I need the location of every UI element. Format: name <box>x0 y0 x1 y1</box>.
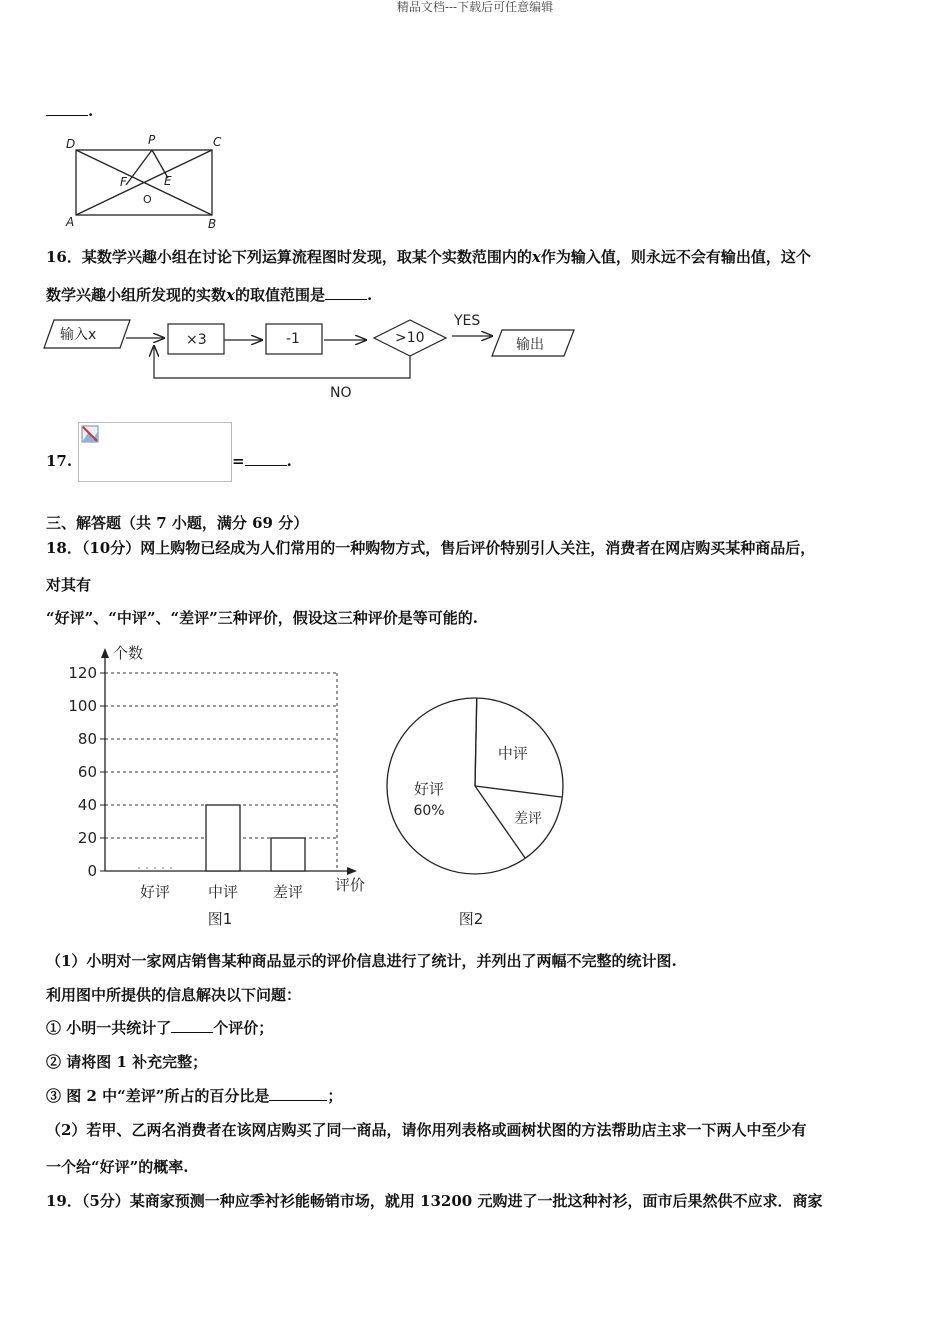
output-label: 输出 <box>516 337 544 353</box>
q18-s2: ② 请将图 1 补充完整； <box>46 1053 208 1071</box>
q18-p3: （2）若甲、乙两名消费者在该网店购买了同一商品，请你用列表格或画树状图的方法帮助店主求一下两人中至少有 <box>46 1121 807 1139</box>
rectangle-figure <box>60 130 235 230</box>
no-loop-arrow <box>154 346 410 378</box>
label-o: O <box>143 193 152 206</box>
bar-chart <box>55 638 375 934</box>
answer-blank <box>46 115 88 116</box>
chart-title: 图1 <box>207 910 233 928</box>
label-a: A <box>66 215 75 229</box>
label-d: D <box>66 137 76 151</box>
bar-3 <box>271 838 305 871</box>
slice-label-haoping: 好评 <box>414 779 445 798</box>
q15-tail: . <box>88 102 94 120</box>
q16-line1: 16．某数学兴趣小组在讨论下列运算流程图时发现，取某个实数范围内的x作为输入值，则永远不会有输出值，这个 <box>46 248 811 266</box>
x-axis-label: 评价 <box>335 876 366 894</box>
flowchart <box>40 306 600 406</box>
slice-label-haoping-pct: 60% <box>413 802 445 819</box>
q15-answer-line <box>46 102 93 120</box>
answer-blank <box>325 299 367 300</box>
q18-line2: 对其有 <box>46 576 92 594</box>
y-tick-label: 120 <box>68 664 97 682</box>
section3-title: 三、解答题（共 7 小题，满分 69 分） <box>46 514 309 532</box>
y-tick-label: 80 <box>77 730 97 748</box>
label-f: F <box>120 175 127 189</box>
y-tick-label: 0 <box>87 862 97 880</box>
x-tick-label: 好评 <box>139 883 171 901</box>
answer-blank <box>245 465 287 466</box>
q18-s3: ③ 图 2 中“差评”所占的百分比是 ； <box>46 1087 343 1105</box>
answer-blank <box>171 1032 213 1033</box>
y-axis-arrow <box>101 648 109 658</box>
q18-line1: 18．（10分）网上购物已经成为人们常用的一种购物方式，售后评价特别引人关注，消费者在网店购买某种商品后， <box>46 539 816 557</box>
no-label: NO <box>330 385 352 401</box>
bar-2 <box>206 805 240 871</box>
label-e: E <box>164 174 172 188</box>
label-b: B <box>208 217 217 230</box>
x-tick-label: 差评 <box>272 883 304 901</box>
y-tick-label: 40 <box>77 796 97 814</box>
q17-num: 17. <box>46 452 73 470</box>
q18-s1: ① 小明一共统计了 个评价； <box>46 1019 274 1037</box>
y-tick-label: 60 <box>77 763 97 781</box>
compare-label: >10 <box>395 330 425 346</box>
q17-answer: = . <box>232 452 292 470</box>
q19-line1: 19．（5分）某商家预测一种应季衬衫能畅销市场，就用 13200 元购进了一批这种衬衫，面市后果然供不应求．商家 <box>46 1192 823 1210</box>
input-label: 输入x <box>60 327 97 343</box>
answer-blank <box>269 1100 327 1101</box>
q18-line3: “好评”、“中评”、“差评”三种评价，假设这三种评价是等可能的. <box>46 609 478 627</box>
broken-image-icon <box>81 425 101 445</box>
q18-p4: 一个给“好评”的概率. <box>46 1158 189 1176</box>
formula-image-placeholder <box>78 422 232 482</box>
q16-line2: 数学兴趣小组所发现的实数x的取值范围是 . <box>46 286 373 304</box>
label-c: C <box>213 135 222 149</box>
chart-title: 图2 <box>458 910 484 928</box>
q16-var: x <box>531 248 541 266</box>
x-axis-arrow <box>347 867 357 875</box>
q18-p1: （1）小明对一家网店销售某种商品显示的评价信息进行了统计，并列出了两幅不完整的统计图. <box>46 952 677 970</box>
slice-label-zhongping: 中评 <box>497 744 528 763</box>
label-p: P <box>148 133 156 147</box>
q18-p2: 利用图中所提供的信息解决以下问题： <box>46 986 302 1004</box>
pie-chart <box>380 692 580 934</box>
y-tick-label: 100 <box>68 697 97 715</box>
y-tick-label: 20 <box>77 829 97 847</box>
times3-label: ×3 <box>186 332 207 348</box>
slice-label-chaping: 差评 <box>514 811 543 828</box>
minus1-label: -1 <box>286 331 300 347</box>
y-axis-label: 个数 <box>113 644 144 662</box>
x-tick-label: 中评 <box>207 883 239 901</box>
page-header: 精品文档---下载后可任意编辑 <box>396 0 554 14</box>
yes-label: YES <box>454 313 481 329</box>
